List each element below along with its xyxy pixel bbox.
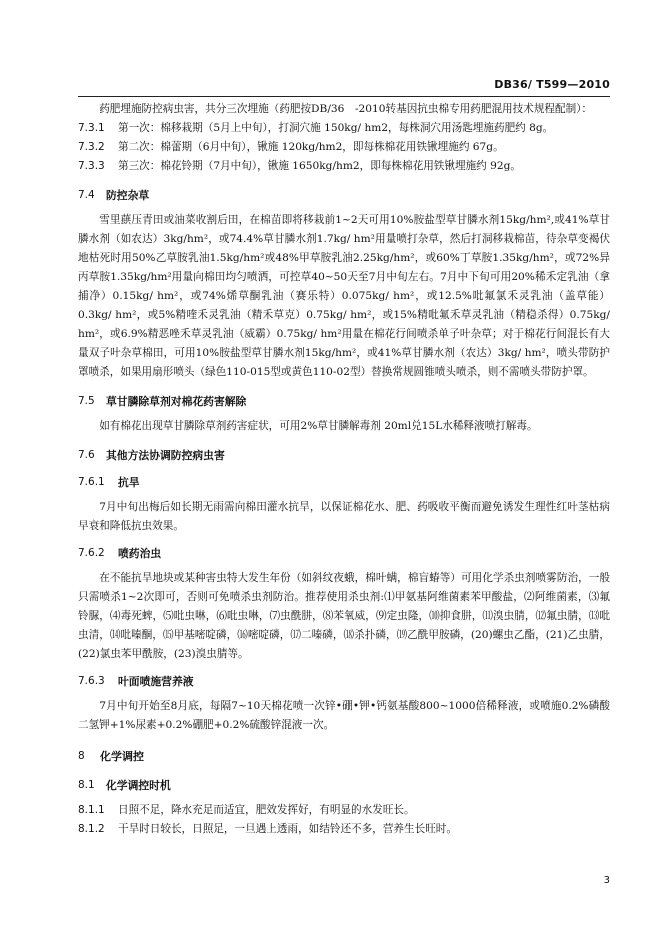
clause-number: 7.3.3 bbox=[78, 160, 105, 172]
header-rule bbox=[78, 96, 610, 97]
section-7-5-heading bbox=[78, 392, 610, 411]
clause-7-3-3 bbox=[78, 157, 610, 176]
clause-text: 第一次：棉移栽期（5月上中旬），打洞穴施 150kg/ hm2，每株洞穴用汤匙埋施药肥约 8g。 bbox=[118, 122, 554, 134]
clause-7-3-2 bbox=[78, 138, 610, 157]
clause-8-1-2 bbox=[78, 820, 610, 839]
section-title: 抗旱 bbox=[118, 476, 140, 489]
section-title: 喷药治虫 bbox=[118, 547, 162, 560]
section-number: 8 bbox=[78, 750, 85, 762]
section-7-6-3-heading bbox=[78, 672, 610, 691]
clause-number: 8.1.1 bbox=[78, 804, 105, 816]
clause-text: 干旱时日较长，日照足，一旦遇上透雨，如结铃还不多，营养生长旺时。 bbox=[118, 823, 457, 835]
section-8-1-heading bbox=[78, 776, 610, 795]
section-title: 其他方法协调防控病虫害 bbox=[106, 449, 225, 462]
page-number: 3 bbox=[603, 875, 610, 886]
section-number: 7.5 bbox=[78, 395, 95, 407]
section-7-6-3-body: 7月中旬开始至8月底，每隔7~10天棉花喷一次锌•硼•钾•钙氨基酸800~1000倍稀释液，或喷施0.2%磷酸二氢钾+1%尿素+0.2%硼肥+0.2%硫酸锌混液一次。 bbox=[78, 700, 610, 731]
section-number: 7.6.3 bbox=[78, 675, 105, 687]
section-8-heading bbox=[78, 747, 610, 766]
section-title: 化学调控 bbox=[100, 750, 144, 763]
document-id-header: DB36/ T599—2010 bbox=[494, 78, 610, 91]
clause-text: 第二次：棉蕾期（6月中旬），锹施 120kg/hm2，即每株棉花用铁锹埋施约 67g。 bbox=[118, 141, 504, 153]
section-number: 7.6 bbox=[78, 449, 95, 461]
section-7-6-1-body: 7月中旬出梅后如长期无雨需向棉田灌水抗旱，以保证棉花水、肥、药吸收平衡而避免诱发生理性红叶茎枯病早衰和降低抗虫效果。 bbox=[78, 501, 610, 532]
page-content bbox=[78, 100, 610, 839]
section-title: 叶面喷施营养液 bbox=[118, 675, 194, 688]
clause-number: 8.1.2 bbox=[78, 823, 105, 835]
section-7-6-2-body: 在不能抗旱地块或某种害虫特大发生年份（如斜纹夜蛾，棉叶螨，棉盲蝽等）可用化学杀虫剂喷雾防治，一般只需喷杀1~2次即可，否则可免喷杀虫剂防治。推荐使用杀虫剂:⑴甲氨基阿维菌素苯甲酸盐，⑵阿维菌素，⑶氟铃脲，⑷毒死蜱，⑸吡虫啉，⑹吡虫啉，⑺虫酰肼，⑻苯氧威，⑼定虫隆，⑽抑食肼，⑾溴虫腈，⑿氟虫腈，⒀吡虫清，⒁吡嗪酮，⒂甲基嘧啶磷，⒃嘧啶磷，⒄二嗪磷，⒅杀扑磷，⒆乙酰甲胺磷，(20)螺虫乙酯，(21)乙虫腈，(22)氯虫苯甲酰胺，(23)溴虫腈等。 bbox=[78, 572, 610, 660]
clause-8-1-1 bbox=[78, 801, 610, 820]
section-number: 7.6.2 bbox=[78, 547, 105, 559]
section-title: 化学调控时机 bbox=[106, 779, 171, 792]
section-number: 8.1 bbox=[78, 779, 95, 791]
section-number: 7.6.1 bbox=[78, 476, 105, 488]
section-7-5-body: 如有棉花出现草甘膦除草剂药害症状，可用2%草甘膦解毒剂 20ml兑15L水稀释液喷打解毒。 bbox=[99, 420, 538, 432]
section-title: 草甘膦除草剂对棉花药害解除 bbox=[106, 395, 247, 408]
clause-text: 第三次：棉花铃期（7月中旬），锹施 1650kg/hm2，即每株棉花用铁锹埋施约 92g。 bbox=[118, 160, 521, 172]
section-7-6-2-heading bbox=[78, 544, 610, 563]
section-number: 7.4 bbox=[78, 189, 95, 201]
clause-text: 日照不足，降水充足而适宜，肥效发挥好，有明显的水发旺长。 bbox=[118, 804, 415, 816]
clause-7-3-1 bbox=[78, 119, 610, 138]
section-7-4-body: 雪里蕻压青田或油菜收割后田，在棉苗即将移栽前1~2天可用10%胺盐型草甘膦水剂15kg/hm²,或41%草甘膦水剂（如农达）3kg/hm²，或74.4%草甘膦水剂1.7kg/ hm²用量喷打杂草，然后打洞移栽棉苗，待杂草变褐伏地枯死时用50%乙草胺乳油1.5kg/hm²或48%甲草胺乳油2.25kg/hm²，或60%丁草胺1.35kg/hm²，或72%异丙草胺1.35kg/hm²用量向棉田均匀喷洒，可控草40~50天至7月中旬左右。7月中下旬可用20%稀禾定乳油（拿捕净）0.15kg/ hm²，或74%烯草酮乳油（赛乐特）0.075kg/ hm²，或12.5%吡氟氯禾灵乳油（盖草能）0.3kg/ hm²，或5%精喹禾灵乳油（精禾草克）0.75kg/ hm²，或15%精吡氟禾草灵乳油（精稳杀得）0.75kg/ hm²，或6.9%精恶唑禾草灵乳油（威霸）0.75kg/ hm²用量在棉花行间喷杀单子叶杂草；对于棉花行间混长有大量双子叶杂草棉田，可用10%胺盐型草甘膦水剂15kg/hm²，或41%草甘膦水剂（农达）3kg/ hm²，喷头带防护罩喷杀，如果用扇形喷头（绿色110-015型或黄色110-02型）替换常规圆锥喷头喷杀，则不需喷头带防护罩。 bbox=[78, 214, 610, 378]
section-7-6-1-heading bbox=[78, 473, 610, 492]
section-title: 防控杂草 bbox=[106, 189, 150, 202]
clause-number: 7.3.1 bbox=[78, 122, 105, 134]
section-7-6-heading bbox=[78, 446, 610, 465]
section-7-4-heading bbox=[78, 186, 610, 205]
intro-paragraph: 药肥埋施防控病虫害，共分三次埋施（药肥按DB/36 -2010转基因抗虫棉专用药肥混用技术规程配制）： bbox=[99, 103, 593, 115]
clause-number: 7.3.2 bbox=[78, 141, 105, 153]
